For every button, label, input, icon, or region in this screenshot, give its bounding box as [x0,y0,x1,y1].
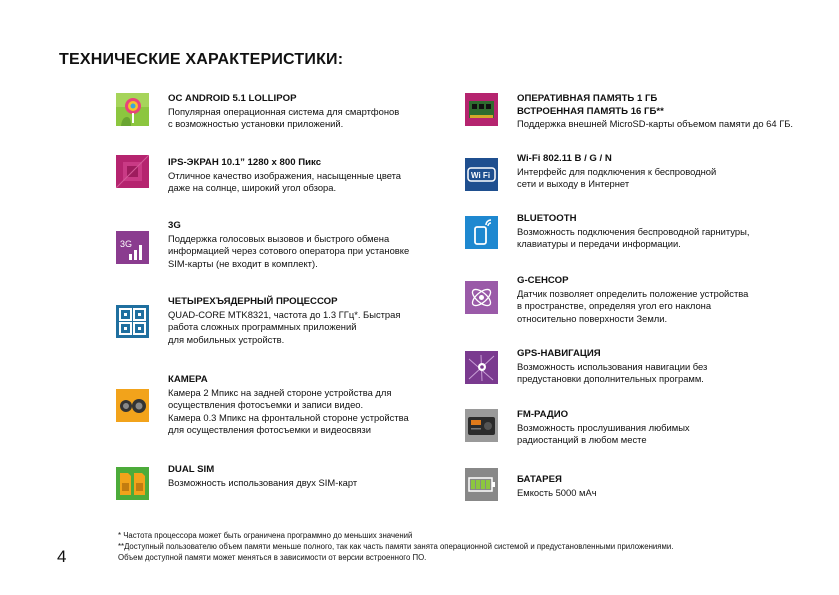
footnotes [118,530,673,563]
feature-text: для осуществления фотосъемки и видеосвязи [168,424,371,435]
feature-text: Поддержка внешней MicroSD-карты объемом памяти до 64 ГБ. [517,118,794,129]
feature-heading: ЧЕТЫРЕХЪЯДЕРНЫЙ ПРОЦЕССОР [168,296,338,307]
3g-signal-icon [116,231,149,264]
feature-text: работа сложных программных приложений [168,321,357,332]
feature-heading: G-СЕНСОР [517,275,569,286]
gps-navigation-icon [465,351,498,384]
footnote: Объем доступной памяти может меняться в зависимости от версии встроенного ПО. [118,553,427,562]
feature-text: Возможность подключения беспроводной гарнитуры, [517,225,750,237]
feature-text: с возможностью установки приложений. [168,118,344,129]
feature-text: Поддержка голосовых вызовов и быстрого обмена [168,232,390,244]
feature-text: радиостанций в любом месте [517,434,647,445]
feature-heading: DUAL SIM [168,464,215,475]
feature-text: Отличное качество изображения, насыщенные цвета [168,169,401,181]
camera-icon [116,389,149,422]
feature-text: Возможность использования двух SIM-карт [168,476,358,488]
feature-text: информацией через сотового оператора при установке [168,245,410,256]
feature-text: QUAD-CORE MTK8321, частота до 1.3 ГГц*. Быстрая [168,308,401,320]
feature-text: для мобильных устройств. [168,333,285,345]
android-lollipop-icon [116,93,149,126]
feature-heading: GPS-НАВИГАЦИЯ [517,348,601,359]
feature-text: даже на солнце, широкий угол обзора. [168,182,337,193]
svg-text:Wi Fi: Wi Fi [471,171,491,180]
ips-screen-icon [116,155,149,188]
quad-core-processor-icon [116,305,149,338]
page-number: 4 [57,547,67,566]
feature-text: клавиатуры и передачи информации. [517,238,681,249]
feature-text: относительно поверхности Земли. [517,312,668,324]
feature-text: Популярная операционная система для смартфонов [168,105,400,117]
battery-icon [465,468,498,501]
footnote: **Доступный пользователю объем памяти меньше полного, так как часть памяти занята операционной системой и предустановленными приложениями. [118,542,674,551]
page-title: ТЕХНИЧЕСКИЕ ХАРАКТЕРИСТИКИ: [59,51,344,68]
bluetooth-icon [465,216,498,249]
feature-text: Возможность прослушивания любимых [517,421,690,433]
feature-text: в пространстве, определяя угол его наклона [517,300,712,311]
feature-text: Камера 0.3 Мпикс на фронтальной стороне устройства [168,411,409,423]
fm-radio-icon [465,409,498,442]
feature-heading: ОС ANDROID 5.1 LOLLIPOP [168,93,297,104]
dual-sim-icon [116,467,149,500]
feature-text: Интерфейс для подключения к беспроводной [517,165,717,177]
feature-text: осуществления фотосъемки и записи видео. [168,399,364,410]
feature-heading: FM-РАДИО [517,409,569,420]
feature-heading: IPS-ЭКРАН 10.1” 1280 x 800 Пикс [168,157,322,168]
feature-text: Емкость 5000 мАч [517,486,597,498]
feature-heading: ОПЕРАТИВНАЯ ПАМЯТЬ 1 ГБ [517,93,658,104]
footnote: * Частота процессора может быть ограничена программно до меньших значений [118,531,413,540]
svg-text:3G: 3G [120,239,133,249]
feature-text: SIM-карты (не входит в комплект). [168,257,318,269]
feature-text: Датчик позволяет определить положение устройства [517,287,749,299]
g-sensor-icon [465,281,498,314]
feature-heading: БАТАРЕЯ [517,474,562,485]
ram-memory-icon [465,93,498,126]
feature-text: Камера 2 Мпикс на задней стороне устройства для [168,386,392,398]
wifi-icon [465,158,498,191]
feature-heading: Wi-Fi 802.11 B / G / N [517,153,612,164]
feature-text: предустановки дополнительных программ. [517,373,704,384]
feature-heading: ВСТРОЕННАЯ ПАМЯТЬ 16 ГБ** [517,105,664,117]
feature-text: сети и выходу в Интернет [517,178,630,189]
feature-heading: BLUETOOTH [517,213,577,224]
feature-heading: КАМЕРА [168,374,208,385]
feature-heading: 3G [168,220,181,231]
feature-text: Возможность использования навигации без [517,360,708,372]
